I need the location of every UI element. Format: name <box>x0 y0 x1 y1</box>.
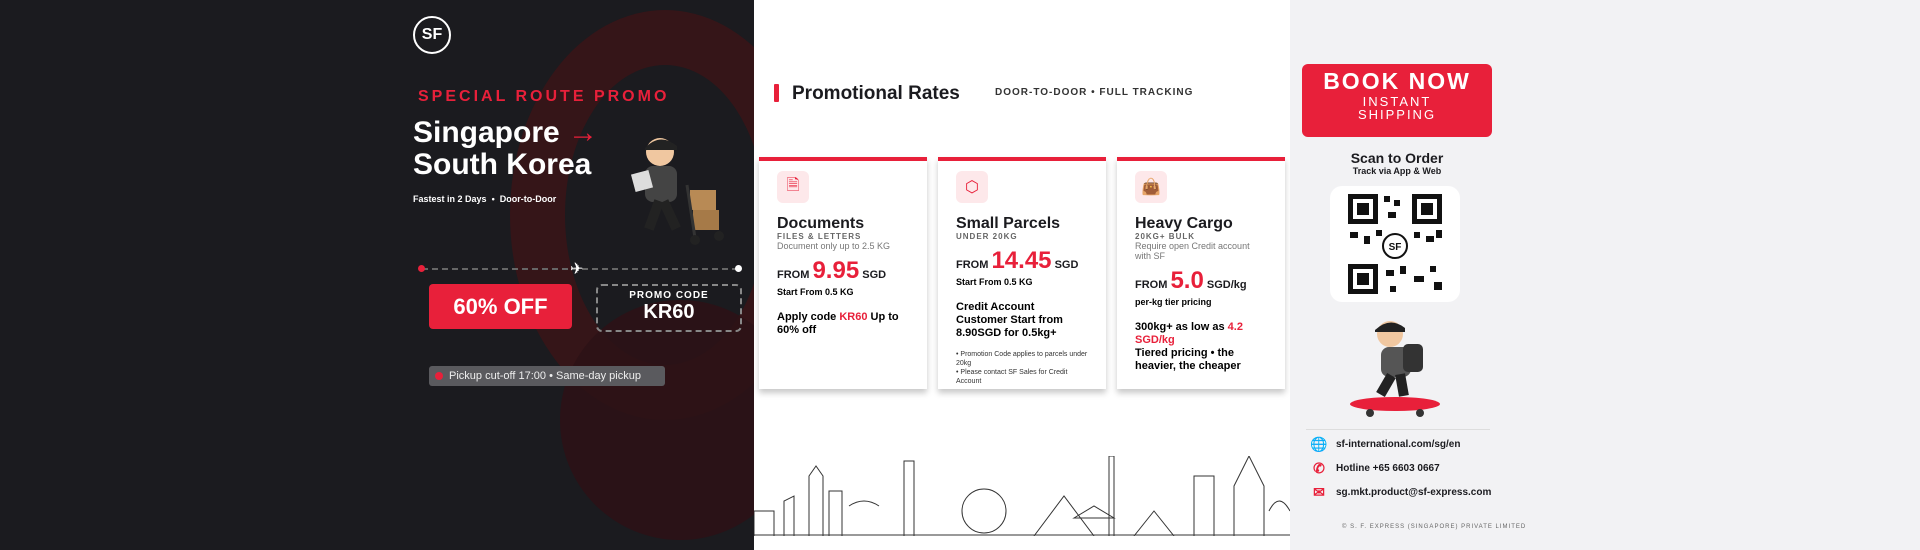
card-start: Start From 0.5 KG <box>956 277 1033 287</box>
cta-panel <box>1290 0 1920 550</box>
title-accent-bar <box>774 84 779 102</box>
rates-tags: DOOR-TO-DOOR • FULL TRACKING <box>995 87 1194 98</box>
card-desc: Credit Account Customer Start from 8.90SGD for 0.5kg+ <box>956 301 1063 339</box>
scan-title: Scan to Order <box>1350 150 1444 166</box>
scan-block <box>1302 150 1492 176</box>
rate-card-heavy-cargo[interactable] <box>1117 157 1285 389</box>
route-arrow-icon: → <box>568 116 599 149</box>
card-name: Heavy Cargo <box>1135 215 1233 232</box>
bag-icon: 👜 <box>1135 171 1167 203</box>
rates-title: Promotional Rates <box>792 83 960 104</box>
rates-panel <box>754 0 1290 550</box>
card-price: FROM 14.45 SGD <box>956 247 1079 274</box>
document-icon: 🗎 <box>777 171 809 203</box>
skater-illustration <box>1345 312 1445 422</box>
promo-code-value: KR60 <box>643 301 695 323</box>
card-note: Document only up to 2.5 KG <box>777 241 891 251</box>
mail-icon: ✉ <box>1313 484 1325 500</box>
phone-icon: ✆ <box>1313 460 1325 476</box>
qr-code-icon[interactable] <box>1330 186 1460 302</box>
card-fineprint: • Promotion Code applies to parcels under 20kg • Please contact SF Sales for Credit Account <box>956 351 1088 385</box>
skyline-illustration <box>754 456 1290 536</box>
card-name: Documents <box>777 215 865 232</box>
promo-code-label: PROMO CODE <box>629 290 709 301</box>
box-icon: ⬡ <box>956 171 988 203</box>
card-desc: Apply code KR60 Up to 60% off <box>777 311 899 336</box>
book-now-sub2: SHIPPING <box>1357 107 1437 122</box>
svg-text:SF: SF <box>1388 242 1402 253</box>
book-now-sub1: INSTANT <box>1362 94 1432 109</box>
email-link[interactable]: ✉ sg.mkt.product@sf-express.com <box>1310 484 1491 501</box>
promo-code-box[interactable] <box>596 284 742 332</box>
route-heading <box>413 117 598 181</box>
discount-badge: 60% OFF <box>429 284 572 329</box>
origin-dot <box>418 265 425 272</box>
globe-icon: 🌐 <box>1310 436 1328 452</box>
rate-card-small-parcels[interactable] <box>938 157 1106 389</box>
plane-icon: ✈ <box>570 261 584 278</box>
courier-illustration <box>615 130 735 250</box>
destination-dot <box>735 265 742 272</box>
route-track <box>422 261 738 278</box>
clock-icon <box>435 372 443 380</box>
route-subtitle: Fastest in 2 Days • Door-to-Door <box>413 194 557 204</box>
card-category: UNDER 20KG <box>956 232 1018 241</box>
card-start: Start From 0.5 KG <box>777 287 854 297</box>
route-destination: South Korea <box>413 148 592 181</box>
hero-panel <box>0 0 754 550</box>
card-note: Require open Credit account with SF <box>1135 241 1250 261</box>
copyright: © S. F. EXPRESS (SINGAPORE) PRIVATE LIMITED <box>1342 524 1527 530</box>
card-start: per-kg tier pricing <box>1135 297 1212 307</box>
hotline-link[interactable]: ✆ Hotline +65 6603 0667 <box>1310 460 1440 477</box>
card-name: Small Parcels <box>956 215 1061 232</box>
rate-card-documents[interactable] <box>759 157 927 389</box>
book-now-button[interactable] <box>1302 64 1492 137</box>
card-price: FROM 5.0 SGD/kg <box>1135 267 1247 294</box>
route-origin: Singapore <box>413 116 560 149</box>
book-now-label: BOOK NOW <box>1323 68 1471 94</box>
promo-kicker: SPECIAL ROUTE PROMO <box>418 88 670 105</box>
pickup-cutoff-banner: Pickup cut-off 17:00 • Same-day pickup <box>429 366 665 386</box>
card-price: FROM 9.95 SGD <box>777 257 887 284</box>
card-category: FILES & LETTERS <box>777 232 862 241</box>
card-desc: 300kg+ as low as 4.2 SGD/kg Tiered pricing • the heavier, the cheaper <box>1135 321 1243 372</box>
website-link[interactable]: 🌐 sf-international.com/sg/en <box>1310 436 1461 452</box>
scan-subtitle: Track via App & Web <box>1352 166 1442 176</box>
card-category: 20KG+ BULK <box>1135 232 1196 241</box>
divider <box>1306 429 1490 430</box>
sf-logo-icon: SF <box>413 16 451 54</box>
